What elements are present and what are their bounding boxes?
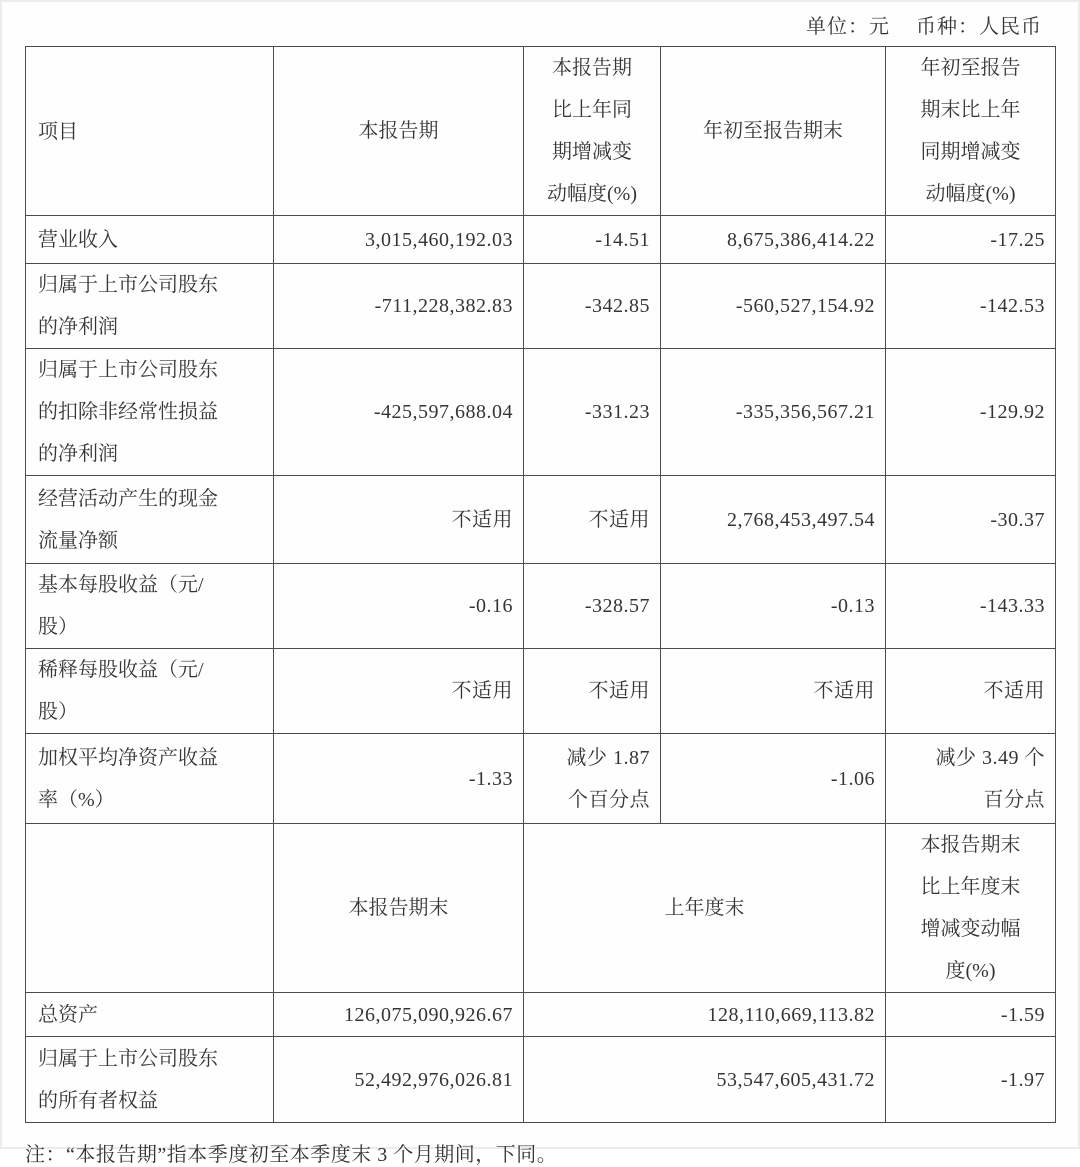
- item-cell: 营业收入: [26, 216, 274, 264]
- value-cell: -1.06: [661, 734, 886, 824]
- table-row: [26, 734, 1056, 824]
- header-ytd-change: 年初至报告期末比上年同期增减变动幅度(%): [886, 47, 1056, 216]
- value-cell: -0.13: [661, 564, 886, 649]
- value-cell: 减少 1.87 个百分点: [524, 734, 661, 824]
- value-cell: -328.57: [524, 564, 661, 649]
- value-cell: 不适用: [524, 649, 661, 734]
- value-cell: 不适用: [274, 649, 524, 734]
- value-cell: -342.85: [524, 264, 661, 349]
- value-cell: -1.97: [886, 1037, 1056, 1123]
- value-cell: -129.92: [886, 349, 1056, 476]
- item-cell: 总资产: [26, 993, 274, 1037]
- table-row: [26, 216, 1056, 264]
- header-ytd: 年初至报告期末: [661, 47, 886, 216]
- table-row: [26, 264, 1056, 349]
- item-cell: 经营活动产生的现金流量净额: [26, 476, 274, 564]
- header-item-empty: [26, 824, 274, 993]
- table-row: [26, 1037, 1056, 1123]
- value-cell: -1.59: [886, 993, 1056, 1037]
- value-cell: -711,228,382.83: [274, 264, 524, 349]
- table-row: [26, 993, 1056, 1037]
- value-cell: -1.33: [274, 734, 524, 824]
- value-cell: -143.33: [886, 564, 1056, 649]
- header-current-period-end: 本报告期末: [274, 824, 524, 993]
- footnote: 注：“本报告期”指本季度初至本季度末 3 个月期间，下同。: [25, 1144, 558, 1167]
- header-period-end-change: 本报告期末比上年度末增减变动幅度(%): [886, 824, 1056, 993]
- value-cell: -142.53: [886, 264, 1056, 349]
- unit-label: 单位：元: [806, 16, 890, 38]
- value-cell: -30.37: [886, 476, 1056, 564]
- value-cell: -14.51: [524, 216, 661, 264]
- currency-label: 币种：人民币: [916, 16, 1042, 38]
- value-cell: -425,597,688.04: [274, 349, 524, 476]
- value-cell: 126,075,090,926.67: [274, 993, 524, 1037]
- value-cell: -0.16: [274, 564, 524, 649]
- item-cell: 加权平均净资产收益率（%）: [26, 734, 274, 824]
- unit-currency-line: [0, 0, 1080, 46]
- value-cell: 不适用: [661, 649, 886, 734]
- value-cell: -335,356,567.21: [661, 349, 886, 476]
- header-prev-year-end: 上年度末: [524, 824, 886, 993]
- item-cell: 归属于上市公司股东的所有者权益: [26, 1037, 274, 1123]
- header-item: 项目: [26, 47, 274, 216]
- header-current-period: 本报告期: [274, 47, 524, 216]
- header-current-period-change: 本报告期比上年同期增减变动幅度(%): [524, 47, 661, 216]
- item-cell: 归属于上市公司股东的扣除非经常性损益的净利润: [26, 349, 274, 476]
- table-row: [26, 476, 1056, 564]
- value-cell: 不适用: [524, 476, 661, 564]
- table-row: [26, 564, 1056, 649]
- value-cell: 8,675,386,414.22: [661, 216, 886, 264]
- value-cell: 3,015,460,192.03: [274, 216, 524, 264]
- value-cell: 2,768,453,497.54: [661, 476, 886, 564]
- value-cell: -560,527,154.92: [661, 264, 886, 349]
- value-cell: 不适用: [274, 476, 524, 564]
- table-header-row-period: [26, 47, 1056, 216]
- value-cell: -17.25: [886, 216, 1056, 264]
- table-row: [26, 649, 1056, 734]
- value-cell: 128,110,669,113.82: [524, 993, 886, 1037]
- item-cell: 基本每股收益（元/股）: [26, 564, 274, 649]
- financial-summary-table: [25, 46, 1056, 1123]
- table-row: [26, 349, 1056, 476]
- value-cell: 减少 3.49 个百分点: [886, 734, 1056, 824]
- item-cell: 稀释每股收益（元/股）: [26, 649, 274, 734]
- table-header-row-period-end: [26, 824, 1056, 993]
- value-cell: 不适用: [886, 649, 1056, 734]
- item-cell: 归属于上市公司股东的净利润: [26, 264, 274, 349]
- value-cell: 53,547,605,431.72: [524, 1037, 886, 1123]
- value-cell: 52,492,976,026.81: [274, 1037, 524, 1123]
- value-cell: -331.23: [524, 349, 661, 476]
